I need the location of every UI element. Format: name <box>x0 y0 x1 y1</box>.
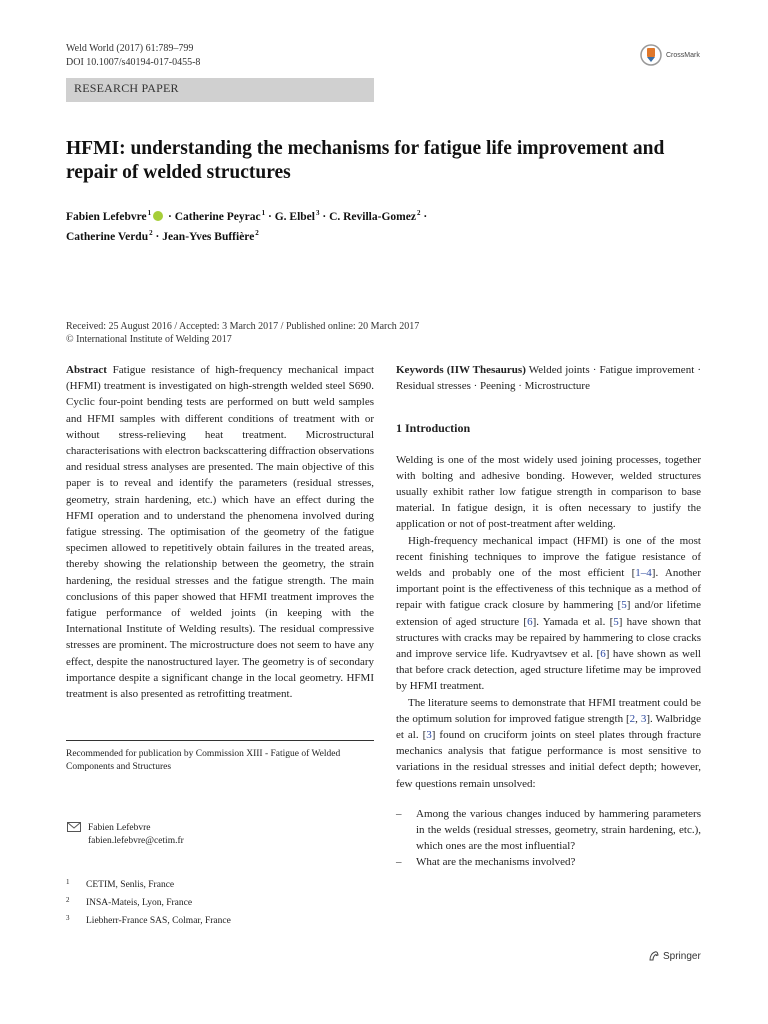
citation-link[interactable]: 3 <box>640 712 647 725</box>
article-title: HFMI: understanding the mechanisms for fatigue life improvement and repair of welded structures <box>66 138 665 183</box>
keywords-label: Keywords (IIW Thesaurus) <box>396 364 526 376</box>
abstract <box>66 362 374 702</box>
list-item <box>396 854 701 870</box>
dash-bullet: – <box>396 856 402 869</box>
intro-paragraph: High-frequency mechanical impact (HFMI) is one of the most recent finishing techniques to improve the fatigue resistance of welds and probably one of the most efficient [1–4]. Another important point is the effectiveness of this technique as a method of repair with fatigue crack closure by hammering [5] and/or lifetime extension of aged structure [6]. Yamada et al. [5] have shown that structures with cracks may be repaired by hammering to close cracks and improve service life. Kudryavtsev et al. [6] have shown as well that before crack detection, aged structure lifetime may be improved by HFMI treatment. <box>396 534 701 693</box>
author-list <box>66 205 706 245</box>
citation-link[interactable]: 6 <box>527 615 533 628</box>
author-name[interactable]: Catherine Verdu <box>66 231 149 243</box>
contact-name: Fabien Lefebvre <box>88 823 151 833</box>
question-list <box>396 806 701 871</box>
copyright-icon: © <box>66 334 77 345</box>
author-affiliation-mark: 2 <box>416 209 421 217</box>
author-name[interactable]: Catherine Peyrac <box>174 211 261 223</box>
received-line: Received: 25 August 2016 / Accepted: 3 March 2017 / Published online: 20 March 2017 <box>66 321 420 332</box>
abstract-text: Fatigue resistance of high-frequency mechanical impact (HFMI) treatment is investigated on high-strength welded steel S690. Cyclic four-point bending tests are performed on butt weld samples and HFMI samples with different conditions of treatment with or without stress-relieving heat treatment. Microstructural characterisations with electron backscattering diffraction observations and residual stress analyses are presented. The main objective of this paper is to reveal and identify the parameters (residual stresses, geometry, strain hardening, etc.) which have an effect during the HFMI operation and to understand the phenomena involved during fatigue stressing. The optimisation of the geometry of the fatigue specimen allowed to repetitively obtain failures in the treated areas, thereby showing the relationship between the geometry, the strain hardening, the residual stresses and the fatigue strength. The main conclusions of this paper showed that HFMI treatment improves the fatigue performance of welded joints (in keeping with the International Institute of Welding results). The residual compressive stresses are prominent. The microstructure does not seem to have any effect, despite the nanostructured layer. The geometry is of secondary importance despite a significant change in the local geometry. HFMI treatment is also presented as retrofitting treatment. <box>66 364 375 701</box>
author-separator: · <box>165 211 175 223</box>
intro-paragraph: Welding is one of the most widely used joining processes, together with bolting and adhesive bonding. However, welded structures usually exhibit rather low fatigue strength in comparison to base material. In fatigue design, it is often necessary to justify the application or not of post-treatment after welding. <box>396 453 701 531</box>
author-name[interactable]: Fabien Lefebvre <box>66 211 147 223</box>
affiliation-item <box>66 912 376 928</box>
citation-link[interactable]: 2 <box>629 712 636 725</box>
author-separator: · <box>152 231 163 243</box>
copyright-text: International Institute of Welding 2017 <box>76 334 232 345</box>
doi[interactable]: DOI 10.1007/s40194-017-0455-8 <box>66 57 201 68</box>
citation-link[interactable]: 5 <box>621 599 627 612</box>
citation-link[interactable]: 3 <box>426 729 432 742</box>
contact-email[interactable]: fabien.lefebvre@cetim.fr <box>88 835 184 846</box>
citation-link[interactable]: 5 <box>613 615 619 628</box>
list-item <box>396 806 701 855</box>
author-separator: · <box>319 211 330 223</box>
author-separator: · <box>265 211 275 223</box>
publisher-logo <box>648 950 701 962</box>
affiliation-text: INSA-Mateis, Lyon, France <box>86 898 193 908</box>
affiliation-item <box>66 894 376 910</box>
journal-header <box>66 42 200 70</box>
publisher-name: Springer <box>663 950 701 962</box>
crossmark-badge[interactable] <box>640 40 740 70</box>
author-affiliation-mark: 1 <box>147 209 152 217</box>
list-item-text: What are the mechanisms involved? <box>416 856 576 869</box>
article-type-banner <box>66 78 374 102</box>
crossmark-icon <box>640 43 662 67</box>
affiliation-number: 1 <box>66 878 70 886</box>
author-affiliation-mark: 2 <box>255 229 259 237</box>
copyright-line <box>66 333 419 346</box>
corresponding-author <box>66 822 184 847</box>
affiliation-text: Liebherr-France SAS, Colmar, France <box>86 916 231 926</box>
keywords <box>396 362 701 394</box>
intro-paragraph: The literature seems to demonstrate that HFMI treatment could be the optimum solution for improved fatigue strength [2, 3]. Walbridge et al. [3] found on cruciform joints on steel plates through fracture mechanics analysis that fatigue performance is most sensitive to variations in the residual stresses and initial defect depth; however, few questions remain unsolved: <box>396 696 701 790</box>
envelope-icon <box>66 822 82 832</box>
journal-citation: Weld World (2017) 61:789–799 <box>66 43 194 54</box>
right-column <box>396 362 701 871</box>
article-type-label: RESEARCH PAPER <box>74 81 179 95</box>
list-item-text: Among the various changes induced by hammering parameters in the welds (residual stresses, geometry, strain hardening, etc.), which ones are the most influential? <box>416 807 701 853</box>
author-name[interactable]: Jean-Yves Buffière <box>162 231 255 243</box>
author-name[interactable]: C. Revilla-Gomez <box>329 211 416 223</box>
author-affiliation-mark: 2 <box>149 229 153 237</box>
publication-dates <box>66 320 419 346</box>
recommendation-note: Recommended for publication by Commission XIII - Fatigue of Welded Components and Structures <box>66 749 341 772</box>
dash-bullet: – <box>396 807 402 820</box>
abstract-label: Abstract <box>66 364 107 376</box>
orcid-icon[interactable] <box>153 211 163 221</box>
author-name[interactable]: G. Elbel <box>274 211 315 223</box>
affiliation-item <box>66 876 376 892</box>
affiliation-number: 3 <box>66 914 70 922</box>
springer-horse-icon <box>648 950 660 962</box>
footnote-divider <box>66 740 374 741</box>
keywords-text: Welded joints · Fatigue improvement · Residual stresses · Peening · Microstructure <box>396 364 702 393</box>
author-separator: · <box>420 211 428 223</box>
affiliation-number: 2 <box>66 896 70 904</box>
crossmark-label: CrossMark <box>666 51 700 59</box>
author-affiliation-mark: 3 <box>315 209 320 217</box>
citation-link[interactable]: 6 <box>600 648 606 661</box>
section-heading: 1 Introduction <box>396 421 471 436</box>
citation-link[interactable]: 1–4 <box>635 567 652 580</box>
author-affiliation-mark: 1 <box>261 209 266 217</box>
affiliation-text: CETIM, Senlis, France <box>86 880 175 890</box>
